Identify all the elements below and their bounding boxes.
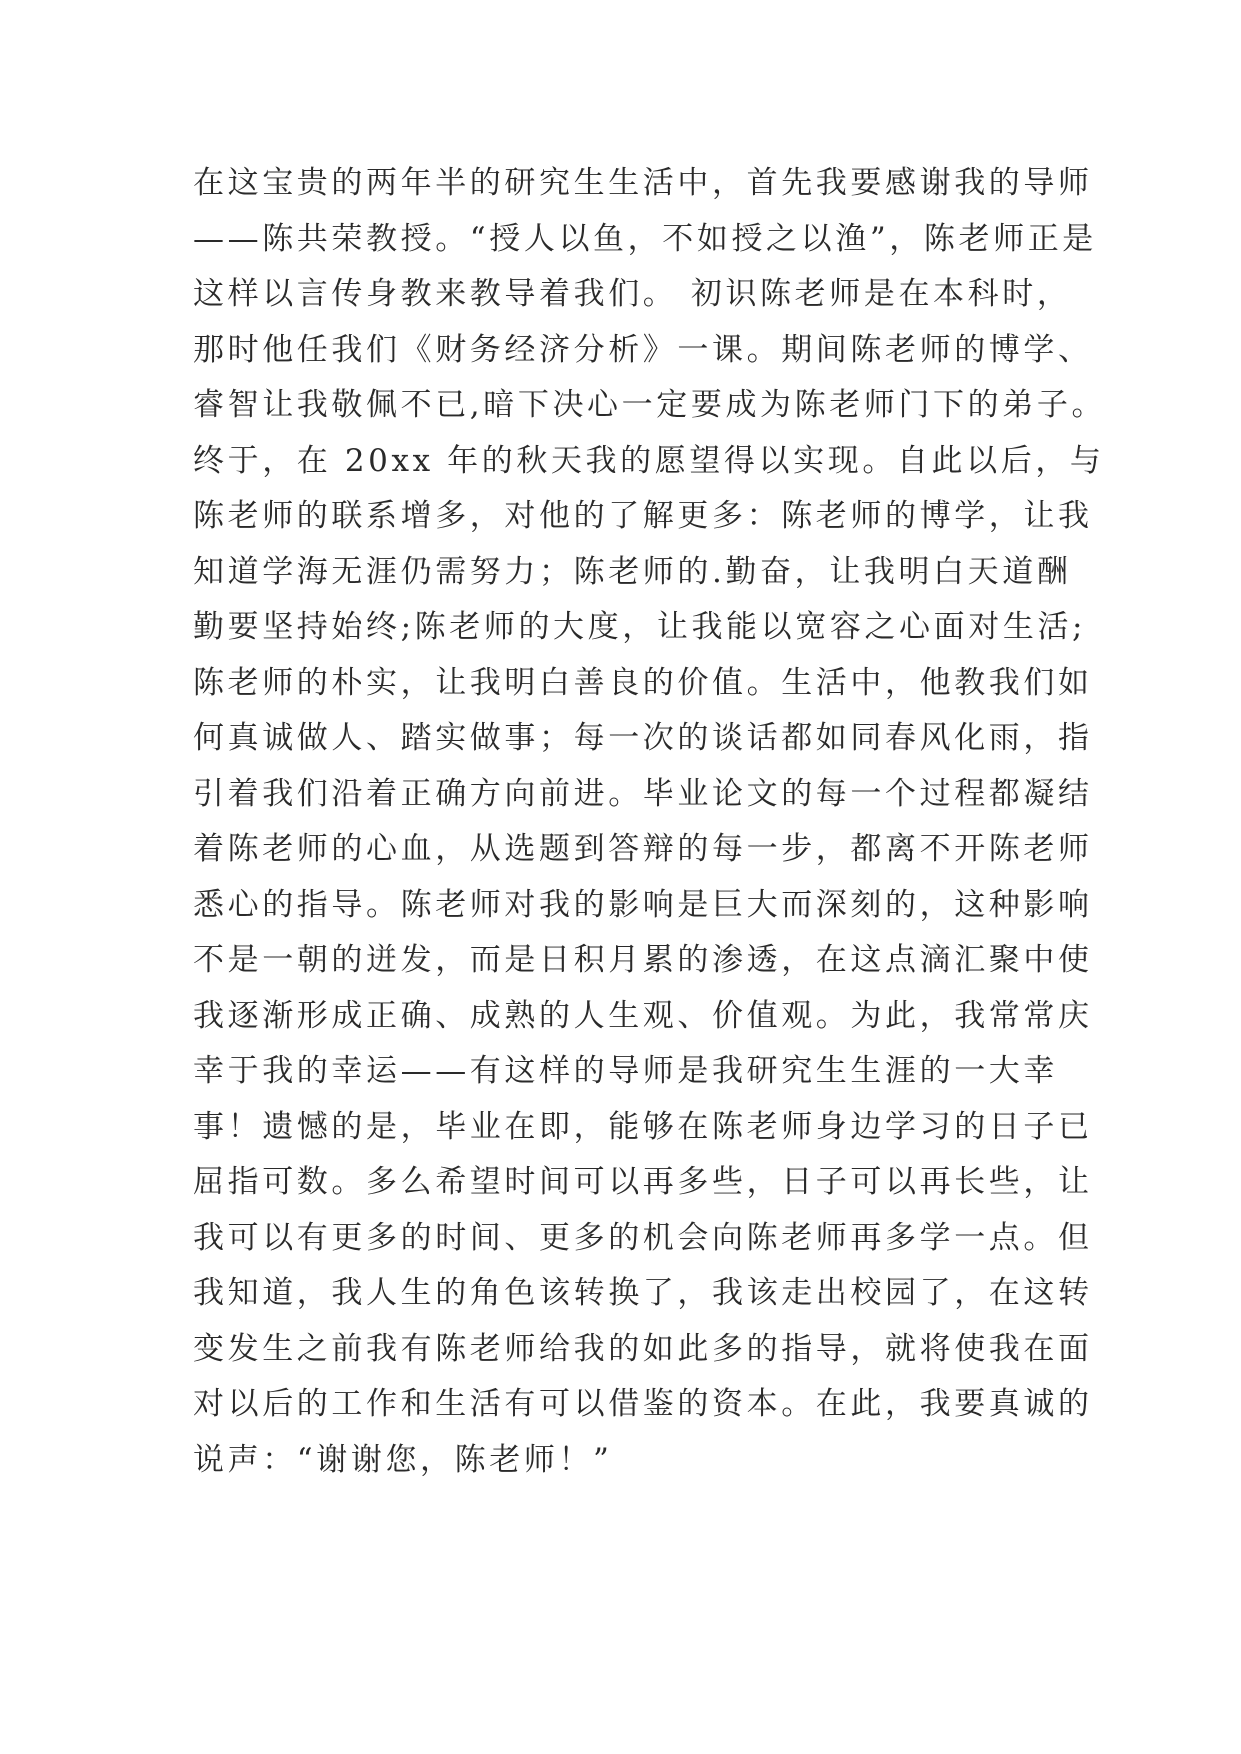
text-line: 我可以有更多的时间、更多的机会向陈老师再多学一点。但 <box>193 1219 1093 1256</box>
text-line: 睿智让我敬佩不已,暗下决心一定要成为陈老师门下的弟子。 <box>193 387 1107 423</box>
text-line: 我逐渐形成正确、成熟的人生观、价值观。为此，我常常庆 <box>193 997 1093 1034</box>
body-paragraph <box>193 156 1107 1488</box>
text-line: 这样以言传身教来教导着我们。 初识陈老师是在本科时， <box>193 276 1072 312</box>
text-line: 何真诚做人、踏实做事；每一次的谈话都如同春风化雨，指 <box>193 720 1093 756</box>
text-line: 勤要坚持始终;陈老师的大度，让我能以宽容之心面对生活; <box>193 609 1087 645</box>
text-line: 着陈老师的心血，从选题到答辩的每一步，都离不开陈老师 <box>193 831 1093 867</box>
text-line: ——陈共荣教授。“授人以鱼，不如授之以渔”，陈老师正是 <box>193 220 1097 257</box>
text-line: 在这宝贵的两年半的研究生生活中，首先我要感谢我的导师 <box>193 165 1093 201</box>
text-line: 陈老师的联系增多，对他的了解更多：陈老师的博学，让我 <box>193 498 1093 534</box>
text-line: 终于，在 20xx 年的秋天我的愿望得以实现。自此以后，与 <box>193 442 1105 479</box>
text-line: 知道学海无涯仍需努力；陈老师的.勤奋，让我明白天道酬 <box>193 553 1072 590</box>
text-line: 陈老师的朴实，让我明白善良的价值。生活中，他教我们如 <box>193 664 1093 701</box>
text-line: 引着我们沿着正确方向前进。毕业论文的每一个过程都凝结 <box>193 775 1093 812</box>
text-line: 那时他任我们《财务经济分析》一课。期间陈老师的博学、 <box>193 331 1093 368</box>
text-line: 对以后的工作和生活有可以借鉴的资本。在此，我要真诚的 <box>193 1386 1093 1422</box>
text-line: 说声：“谢谢您，陈老师！” <box>193 1441 613 1478</box>
text-line: 我知道，我人生的角色该转换了，我该走出校园了，在这转 <box>193 1275 1093 1311</box>
text-line: 事！遗憾的是，毕业在即，能够在陈老师身边学习的日子已 <box>193 1108 1093 1145</box>
text-line: 变发生之前我有陈老师给我的如此多的指导，就将使我在面 <box>193 1330 1093 1367</box>
text-line: 幸于我的幸运——有这样的导师是我研究生生涯的一大幸 <box>193 1053 1058 1089</box>
text-line: 屈指可数。多么希望时间可以再多些，日子可以再长些，让 <box>193 1164 1093 1200</box>
text-line: 不是一朝的迸发，而是日积月累的渗透，在这点滴汇聚中使 <box>193 942 1093 978</box>
text-line: 悉心的指导。陈老师对我的影响是巨大而深刻的，这种影响 <box>193 886 1093 923</box>
